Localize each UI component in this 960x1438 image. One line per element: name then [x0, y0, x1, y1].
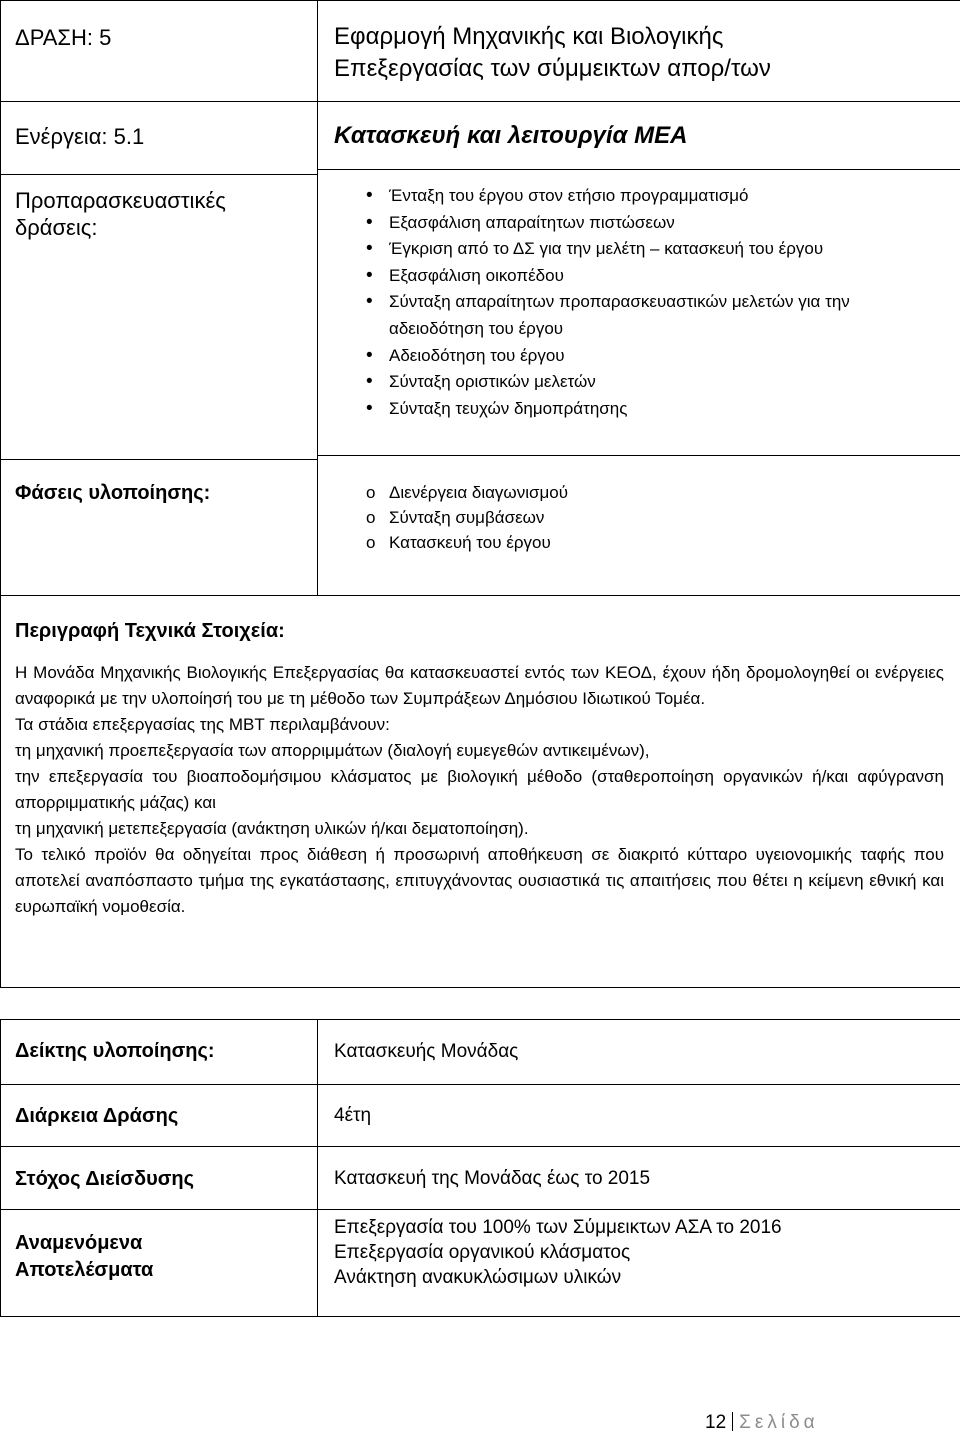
footer-divider: [732, 1412, 733, 1431]
action-title-cell: [318, 1, 960, 102]
list-item: • Σύνταξη οριστικών μελετών: [366, 369, 940, 396]
indicator-value-cell: [318, 1020, 960, 1085]
activity-content-cell: [318, 102, 960, 596]
duration-label: Διάρκεια Δράσης: [15, 1105, 179, 1127]
target-value-cell: [318, 1147, 960, 1210]
list-item: • Σύνταξη απαραίτητων προπαρασκευαστικών μελετών για την αδειοδότηση του έργου: [366, 289, 940, 342]
description-paragraph: τη μηχανική μετεπεξεργασία (ανάκτηση υλικών ή/και δεματοποίηση).: [15, 819, 529, 838]
list-item: o Σύνταξη συμβάσεων: [366, 505, 940, 530]
preparatory-label-line1: Προπαρασκευαστικές: [15, 188, 226, 213]
target-label-cell: [1, 1147, 318, 1210]
description-paragraph: την επεξεργασία του βιοαποδομήσιμου κλάσματος με βιολογική μέθοδο (σταθεροποίηση οργανικών ή/και αφύγρανση απορριμματικής μάζας) και: [15, 767, 944, 812]
list-item: o Κατασκευή του έργου: [366, 530, 940, 555]
results-value-cell: [318, 1210, 960, 1317]
list-item: • Σύνταξη τευχών δημοπράτησης: [366, 396, 940, 423]
list-item: • Έγκριση από το ΔΣ για την μελέτη – κατασκευή του έργου: [366, 236, 940, 263]
results-label-line1: Αναμενόμενα: [15, 1232, 143, 1254]
results-label-cell: [1, 1210, 318, 1317]
target-value: Κατασκευή της Μονάδας έως το 2015: [334, 1168, 651, 1189]
results-item: Ανάκτηση ανακυκλώσιμων υλικών: [334, 1267, 622, 1288]
indicator-value: Κατασκευής Μονάδας: [334, 1041, 519, 1062]
results-item: Επεξεργασία οργανικού κλάσματος: [334, 1242, 631, 1263]
page-footer: [705, 1412, 819, 1434]
description-paragraph: Τα στάδια επεξεργασίας της ΜΒΤ περιλαμβάνουν:: [15, 715, 390, 734]
activity-label-cell: [1, 102, 318, 596]
list-item: o Διενέργεια διαγωνισμού: [366, 480, 940, 505]
preparatory-label-line2: δράσεις:: [15, 215, 98, 240]
action-title-line2: Επεξεργασίας των σύμμεικτων απορ/των: [334, 55, 771, 82]
duration-value: 4έτη: [334, 1105, 372, 1126]
action-label: ΔΡΑΣΗ: 5: [15, 25, 112, 50]
summary-table: [0, 1019, 960, 1317]
page-number: 12: [705, 1412, 727, 1433]
description-paragraph: τη μηχανική προεπεξεργασία των απορριμμάτων (διαλογή ευμεγεθών αντικειμένων),: [15, 741, 650, 760]
indicator-label: Δείκτης υλοποίησης:: [15, 1040, 215, 1062]
target-label: Στόχος Διείσδυσης: [15, 1168, 195, 1190]
description-cell: [1, 596, 960, 988]
duration-label-cell: [1, 1085, 318, 1147]
indicator-label-cell: [1, 1020, 318, 1085]
results-label-line2: Αποτελέσματα: [15, 1259, 154, 1281]
results-item: Επεξεργασία του 100% των Σύμμεικτων ΑΣΑ το 2016: [334, 1217, 782, 1238]
description-paragraph: Το τελικό προϊόν θα οδηγείται προς διάθεση ή προσωρινή αποθήκευση σε διακριτό κύτταρο υγειονομικής ταφής που αποτελεί αναπόσπαστο τμήμα της εγκατάστασης, επιτυγχάνοντας ουσιαστικά τις απαιτήσεις που θέτει η κείμενη εθνική και ευρωπαϊκή νομοθεσία.: [15, 845, 944, 916]
action-label-cell: [1, 1, 318, 102]
description-body: [1, 643, 960, 920]
description-heading: Περιγραφή Τεχνικά Στοιχεία:: [15, 620, 285, 642]
preparatory-list: [318, 170, 960, 422]
activity-label: Ενέργεια: 5.1: [15, 124, 145, 149]
action-title-line1: Εφαρμογή Μηχανικής και Βιολογικής: [334, 23, 724, 50]
list-item: • Αδειοδότηση του έργου: [366, 343, 940, 370]
activity-title: Κατασκευή και λειτουργία ΜΕΑ: [334, 122, 688, 149]
description-paragraph: Η Μονάδα Μηχανικής Βιολογικής Επεξεργασίας θα κατασκευαστεί εντός των ΚΕΟΔ, έχουν ήδη δρομολογηθεί οι ενέργειες αναφορικά με την υλοποίησή του με τη μέθοδο των Συμπράξεων Δημόσιου Ιδιωτικού Τομέα.: [15, 663, 944, 708]
list-item: • Εξασφάλιση οικοπέδου: [366, 263, 940, 290]
list-item: • Ένταξη του έργου στον ετήσιο προγραμματισμό: [366, 183, 940, 210]
list-item: • Εξασφάλιση απαραίτητων πιστώσεων: [366, 210, 940, 237]
page-word: Σελίδα: [739, 1412, 819, 1433]
phases-label: Φάσεις υλοποίησης:: [15, 482, 211, 504]
duration-value-cell: [318, 1085, 960, 1147]
phases-list: [318, 456, 960, 555]
